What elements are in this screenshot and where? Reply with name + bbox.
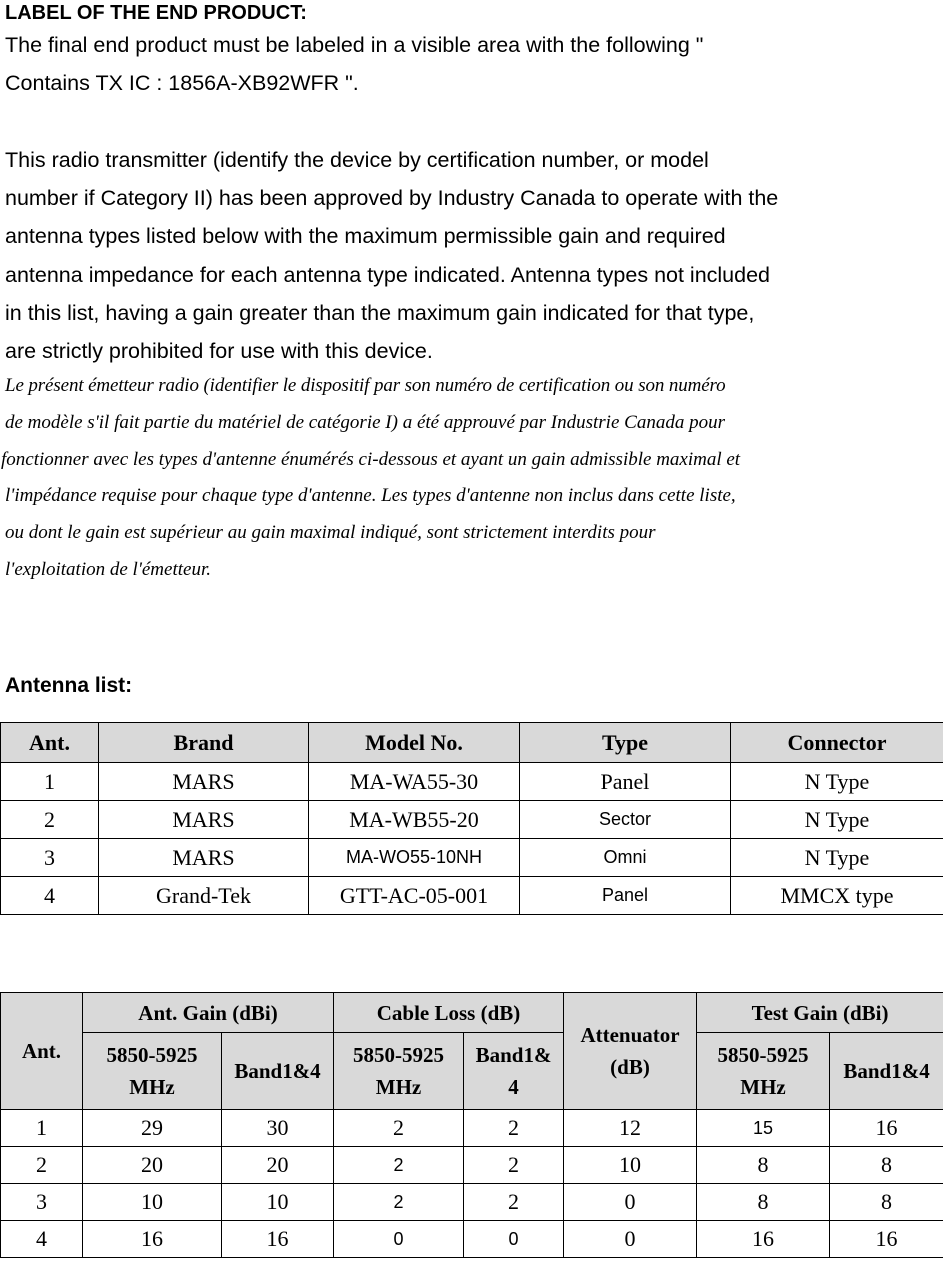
- ant-gain-band-cell: 20: [222, 1147, 334, 1184]
- test-gain-band-cell: 16: [830, 1110, 943, 1147]
- table-row: [1, 1147, 943, 1184]
- band-text-suffix: 4: [508, 1075, 519, 1099]
- english-notice-line: in this list, having a gain greater than the maximum gain indicated for that type,: [5, 300, 755, 325]
- gain-table-subheader-row: [1, 1033, 943, 1110]
- brand-cell: MARS: [99, 839, 309, 877]
- ant-gain-freq-cell: 20: [83, 1147, 222, 1184]
- cable-loss-band-cell: 2: [464, 1184, 564, 1221]
- ant-cell: 3: [1, 1184, 83, 1221]
- label-requirement-paragraph: [5, 26, 703, 102]
- freq-range-text: 5850-5925: [353, 1043, 445, 1067]
- french-notice-line: l'exploitation de l'émetteur.: [5, 558, 211, 580]
- type-cell: Panel: [520, 763, 731, 801]
- subheader-cable-loss-band: [464, 1033, 564, 1110]
- ant-cell: 1: [1, 1110, 83, 1147]
- type-cell: Sector: [520, 801, 731, 839]
- subheader-test-gain-band: Band1&4: [830, 1033, 943, 1110]
- gain-loss-table: [0, 992, 943, 1258]
- attenuator-cell: 0: [564, 1184, 697, 1221]
- freq-unit-text: MHz: [375, 1075, 422, 1099]
- freq-unit-text: MHz: [740, 1075, 786, 1099]
- french-notice-line: Le présent émetteur radio (identifier le dispositif par son numéro de certification ou son numéro: [5, 375, 726, 396]
- column-header-ant: Ant.: [1, 723, 99, 763]
- type-cell: Omni: [520, 839, 731, 877]
- column-header-type: Type: [520, 723, 731, 763]
- table-row: [1, 839, 943, 877]
- cable-loss-band-cell: 2: [464, 1147, 564, 1184]
- antenna-list-table: [0, 722, 943, 915]
- column-header-connector: Connector: [731, 723, 943, 763]
- column-header-cable-loss: Cable Loss (dB): [334, 993, 564, 1033]
- ant-gain-freq-cell: 29: [83, 1110, 222, 1147]
- ant-gain-band-cell: 30: [222, 1110, 334, 1147]
- subheader-ant-gain-band: Band1&4: [222, 1033, 334, 1110]
- ant-gain-freq-cell: 16: [83, 1221, 222, 1258]
- cable-loss-band-cell: 0: [464, 1221, 564, 1258]
- model-cell: MA-WB55-20: [309, 801, 520, 839]
- attenuator-header-line: Attenuator: [580, 1023, 680, 1047]
- ant-cell: 4: [1, 1221, 83, 1258]
- table-row: [1, 801, 943, 839]
- test-gain-band-cell: 8: [830, 1184, 943, 1221]
- attenuator-cell: 12: [564, 1110, 697, 1147]
- subheader-cable-loss-freq: [334, 1033, 464, 1110]
- cable-loss-freq-cell: 2: [334, 1110, 464, 1147]
- french-notice-line: de modèle s'il fait partie du matériel de catégorie I) a été approuvé par Industrie Canada pour: [5, 411, 725, 433]
- table-row: [1, 763, 943, 801]
- column-header-attenuator: [564, 993, 697, 1110]
- connector-cell: N Type: [731, 801, 943, 839]
- attenuator-cell: 0: [564, 1221, 697, 1258]
- subheader-test-gain-freq: [697, 1033, 830, 1110]
- brand-cell: Grand-Tek: [99, 877, 309, 915]
- english-notice-line: This radio transmitter (identify the device by certification number, or model: [5, 148, 709, 172]
- connector-cell: N Type: [731, 763, 943, 801]
- antenna-table-header-row: [1, 723, 943, 763]
- cable-loss-freq-cell: 2: [334, 1147, 464, 1184]
- attenuator-header-unit: (dB): [610, 1055, 650, 1079]
- type-cell: Panel: [520, 877, 731, 915]
- model-cell: MA-WA55-30: [309, 763, 520, 801]
- cable-loss-freq-cell: 2: [334, 1184, 464, 1221]
- ant-gain-band-cell: 16: [222, 1221, 334, 1258]
- freq-unit-text: MHz: [129, 1075, 175, 1099]
- test-gain-freq-cell: 8: [697, 1147, 830, 1184]
- ant-cell: 4: [1, 877, 99, 915]
- subheader-ant-gain-freq: [83, 1033, 222, 1110]
- label-requirement-line: The final end product must be labeled in a visible area with the following ": [5, 33, 704, 57]
- table-row: [1, 877, 943, 915]
- english-notice-line: number if Category II) has been approved by Industry Canada to operate with the: [5, 186, 779, 211]
- ant-cell: 1: [1, 763, 99, 801]
- english-notice-line: antenna types listed below with the maximum permissible gain and required: [5, 224, 726, 249]
- french-notice-line: l'impédance requise pour chaque type d'antenne. Les types d'antenne non inclus dans cette liste,: [5, 485, 736, 507]
- column-header-model-no: Model No.: [309, 723, 520, 763]
- table-row: [1, 1221, 943, 1258]
- attenuator-cell: 10: [564, 1147, 697, 1184]
- brand-cell: MARS: [99, 801, 309, 839]
- label-requirement-line: Contains TX IC : 1856A-XB92WFR ".: [5, 71, 359, 96]
- connector-cell: N Type: [731, 839, 943, 877]
- ant-gain-freq-cell: 10: [83, 1184, 222, 1221]
- ant-gain-band-cell: 10: [222, 1184, 334, 1221]
- table-row: [1, 1110, 943, 1147]
- column-header-ant-gain: Ant. Gain (dBi): [83, 993, 334, 1033]
- cable-loss-band-cell: 2: [464, 1110, 564, 1147]
- test-gain-freq-cell: 8: [697, 1184, 830, 1221]
- cable-loss-freq-cell: 0: [334, 1221, 464, 1258]
- ant-cell: 3: [1, 839, 99, 877]
- ant-cell: 2: [1, 1147, 83, 1184]
- antenna-list-title: Antenna list:: [5, 674, 133, 697]
- column-header-test-gain: Test Gain (dBi): [697, 993, 943, 1033]
- model-cell: MA-WO55-10NH: [309, 839, 520, 877]
- model-cell: GTT-AC-05-001: [309, 877, 520, 915]
- end-product-label-heading: LABEL OF THE END PRODUCT:: [5, 2, 307, 24]
- test-gain-band-cell: 16: [830, 1221, 943, 1258]
- french-notice-paragraph: [1, 368, 741, 589]
- test-gain-freq-cell: 16: [697, 1221, 830, 1258]
- test-gain-band-cell: 8: [830, 1147, 943, 1184]
- brand-cell: MARS: [99, 763, 309, 801]
- english-notice-line: are strictly prohibited for use with this device.: [5, 339, 433, 364]
- freq-range-text: 5850-5925: [717, 1043, 809, 1067]
- ant-cell: 2: [1, 801, 99, 839]
- french-notice-line: ou dont le gain est supérieur au gain maximal indiqué, sont strictement interdits pour: [5, 522, 656, 544]
- column-header-brand: Brand: [99, 723, 309, 763]
- french-notice-line: fonctionner avec les types d'antenne énumérés ci-dessous et ayant un gain admissible maximal et: [1, 448, 741, 470]
- freq-range-text: 5850-5925: [106, 1043, 198, 1067]
- test-gain-freq-cell: 15: [697, 1110, 830, 1147]
- english-notice-line: antenna impedance for each antenna type indicated. Antenna types not included: [5, 262, 771, 287]
- table-row: [1, 1184, 943, 1221]
- connector-cell: MMCX type: [731, 877, 943, 915]
- english-notice-paragraph: [5, 141, 778, 370]
- band-text: Band1&: [475, 1043, 552, 1067]
- column-header-ant: Ant.: [1, 993, 83, 1110]
- gain-table-header-row: [1, 993, 943, 1033]
